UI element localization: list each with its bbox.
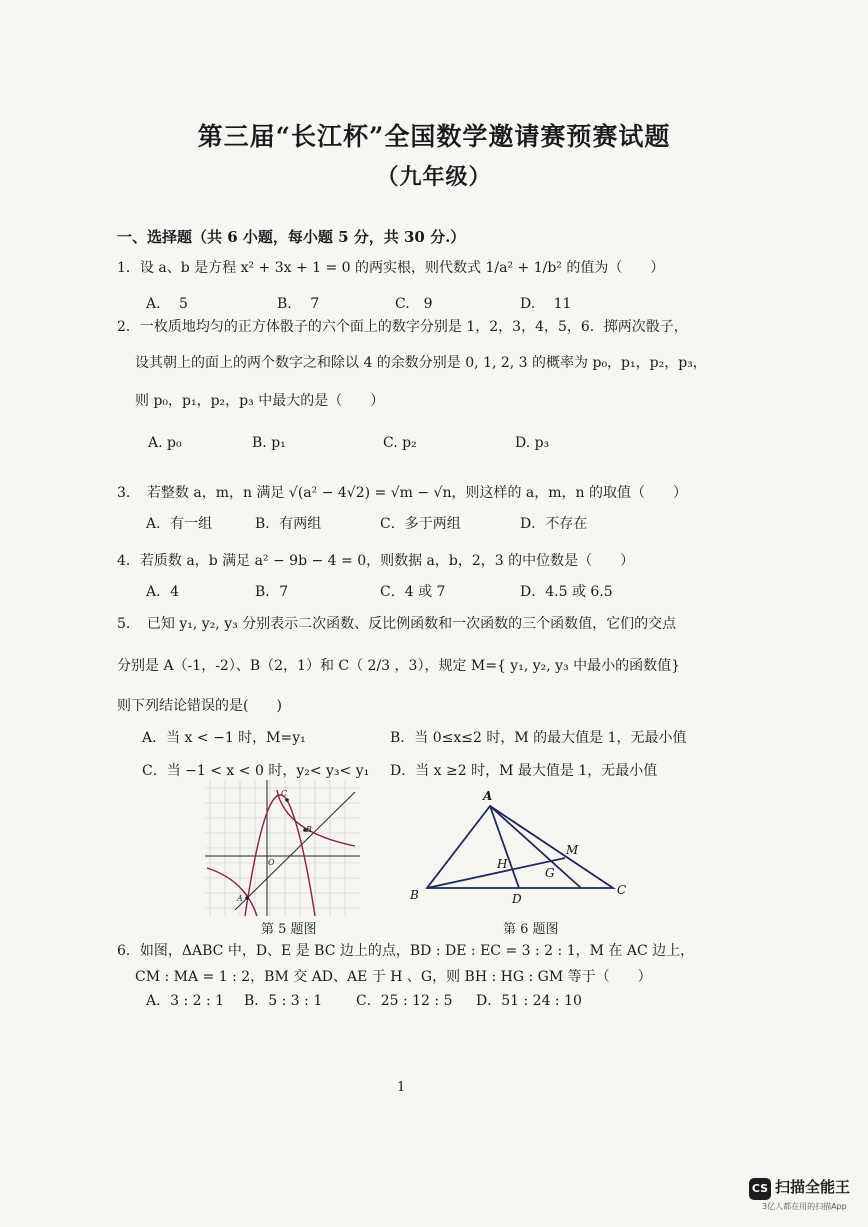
q4-option-d: D．4.5 或 6.5: [520, 584, 613, 600]
q4-option-b: B．7: [255, 584, 289, 600]
q1-option-b: B. 7: [277, 296, 320, 312]
question-5-line-3: 则下列结论错误的是( ): [117, 698, 282, 714]
fig6-label-d: D: [512, 892, 522, 904]
q2-option-b: B. p₁: [252, 435, 286, 451]
fig5-label-o: O: [268, 858, 275, 867]
figure-6-triangle: [405, 786, 635, 904]
fig6-label-a: A: [483, 789, 493, 803]
q5-option-d: D．当 x ≥2 时，M 最大值是 1，无最小值: [390, 763, 658, 779]
fig5-label-a: A: [237, 894, 243, 903]
page-number: 1: [397, 1080, 406, 1095]
q3-option-a: A．有一组: [146, 516, 213, 532]
scanner-tagline: 3亿人都在用的扫描App: [762, 1202, 847, 1211]
page-subtitle: （九年级）: [376, 164, 492, 190]
scanner-logo-icon: CS: [749, 1178, 771, 1200]
figure-6-caption: 第 6 题图: [503, 922, 559, 937]
q3-option-c: C．多于两组: [380, 516, 461, 532]
fig6-label-c: C: [617, 883, 627, 897]
question-5-line-1: 5． 已知 y₁, y₂, y₃ 分别表示二次函数、反比例函数和一次函数的三个函数值，它们的交点: [117, 616, 677, 632]
question-2-line-1: 2．一枚质地均匀的正方体骰子的六个面上的数字分别是 1，2，3，4，5，6．掷两次骰子，: [117, 319, 688, 335]
q6-option-b: B．5 : 3 : 1: [244, 993, 323, 1009]
fig5-label-b: B: [306, 825, 312, 834]
q4-option-c: C．4 或 7: [380, 584, 446, 600]
q3-option-d: D．不存在: [520, 516, 588, 532]
q3-option-b: B．有两组: [255, 516, 322, 532]
q5-option-b: B．当 0≤x≤2 时，M 的最大值是 1，无最小值: [390, 730, 687, 746]
q4-option-a: A．4: [146, 584, 180, 600]
scanner-app-name: 扫描全能王: [775, 1178, 851, 1196]
question-2-line-2: 设其朝上的面上的两个数字之和除以 4 的余数分别是 0, 1, 2, 3 的概率为 p₀，p₁，p₂，p₃，: [135, 355, 707, 371]
question-3-line-1: 3． 若整数 a，m，n 满足 √(a² − 4√2) = √m − √n，则这样的 a，m，n 的取值（ ）: [117, 485, 687, 501]
q2-option-d: D. p₃: [515, 435, 550, 451]
q1-option-a: A. 5: [146, 296, 188, 312]
fig6-label-m: M: [566, 843, 579, 857]
fig5-label-c: C: [281, 789, 288, 798]
question-6-line-1: 6．如图，ΔABC 中，D、E 是 BC 边上的点，BD : DE : EC = 3 : 2 : 1，M 在 AC 边上，: [117, 943, 695, 959]
question-1-line-1: 1．设 a、b 是方程 x² + 3x + 1 = 0 的两实根，则代数式 1/a² + 1/b² 的值为（ ）: [117, 260, 665, 276]
q1-option-d: D. 11: [520, 296, 572, 312]
question-2-line-3: 则 p₀，p₁，p₂，p₃ 中最大的是（ ）: [135, 393, 385, 409]
q2-option-c: C. p₂: [383, 435, 417, 451]
figure-5-caption: 第 5 题图: [261, 922, 317, 937]
q2-option-a: A. p₀: [148, 435, 182, 451]
section-heading: 一、选择题（共 6 小题，每小题 5 分，共 30 分.）: [117, 228, 466, 246]
fig6-label-g: G: [545, 866, 555, 880]
q6-option-c: C．25 : 12 : 5: [356, 993, 453, 1009]
q1-option-c: C. 9: [395, 296, 433, 312]
page-title: 第三届“长江杯”全国数学邀请赛预赛试题: [197, 122, 671, 151]
figure-5-graph: [205, 780, 360, 916]
q6-option-d: D．51 : 24 : 10: [476, 993, 582, 1009]
question-4-line-1: 4．若质数 a，b 满足 a² − 9b − 4 = 0，则数据 a，b，2，3 的中位数是（ ）: [117, 553, 635, 569]
q6-option-a: A．3 : 2 : 1: [146, 993, 225, 1009]
question-6-line-2: CM : MA = 1 : 2，BM 交 AD、AE 于 H 、G，则 BH : HG : GM 等于（ ）: [135, 969, 652, 985]
fig6-label-h: H: [497, 857, 508, 871]
q5-option-c: C．当 −1 < x < 0 时，y₂< y₃< y₁: [142, 763, 370, 779]
fig6-label-b: B: [410, 888, 419, 902]
question-5-line-2: 分别是 A（-1，-2）、B（2，1）和 C（ 2/3 ，3），规定 M={ y₁, y₂, y₃ 中最小的函数值}: [117, 658, 681, 674]
q5-option-a: A．当 x < −1 时，M=y₁: [142, 730, 306, 746]
